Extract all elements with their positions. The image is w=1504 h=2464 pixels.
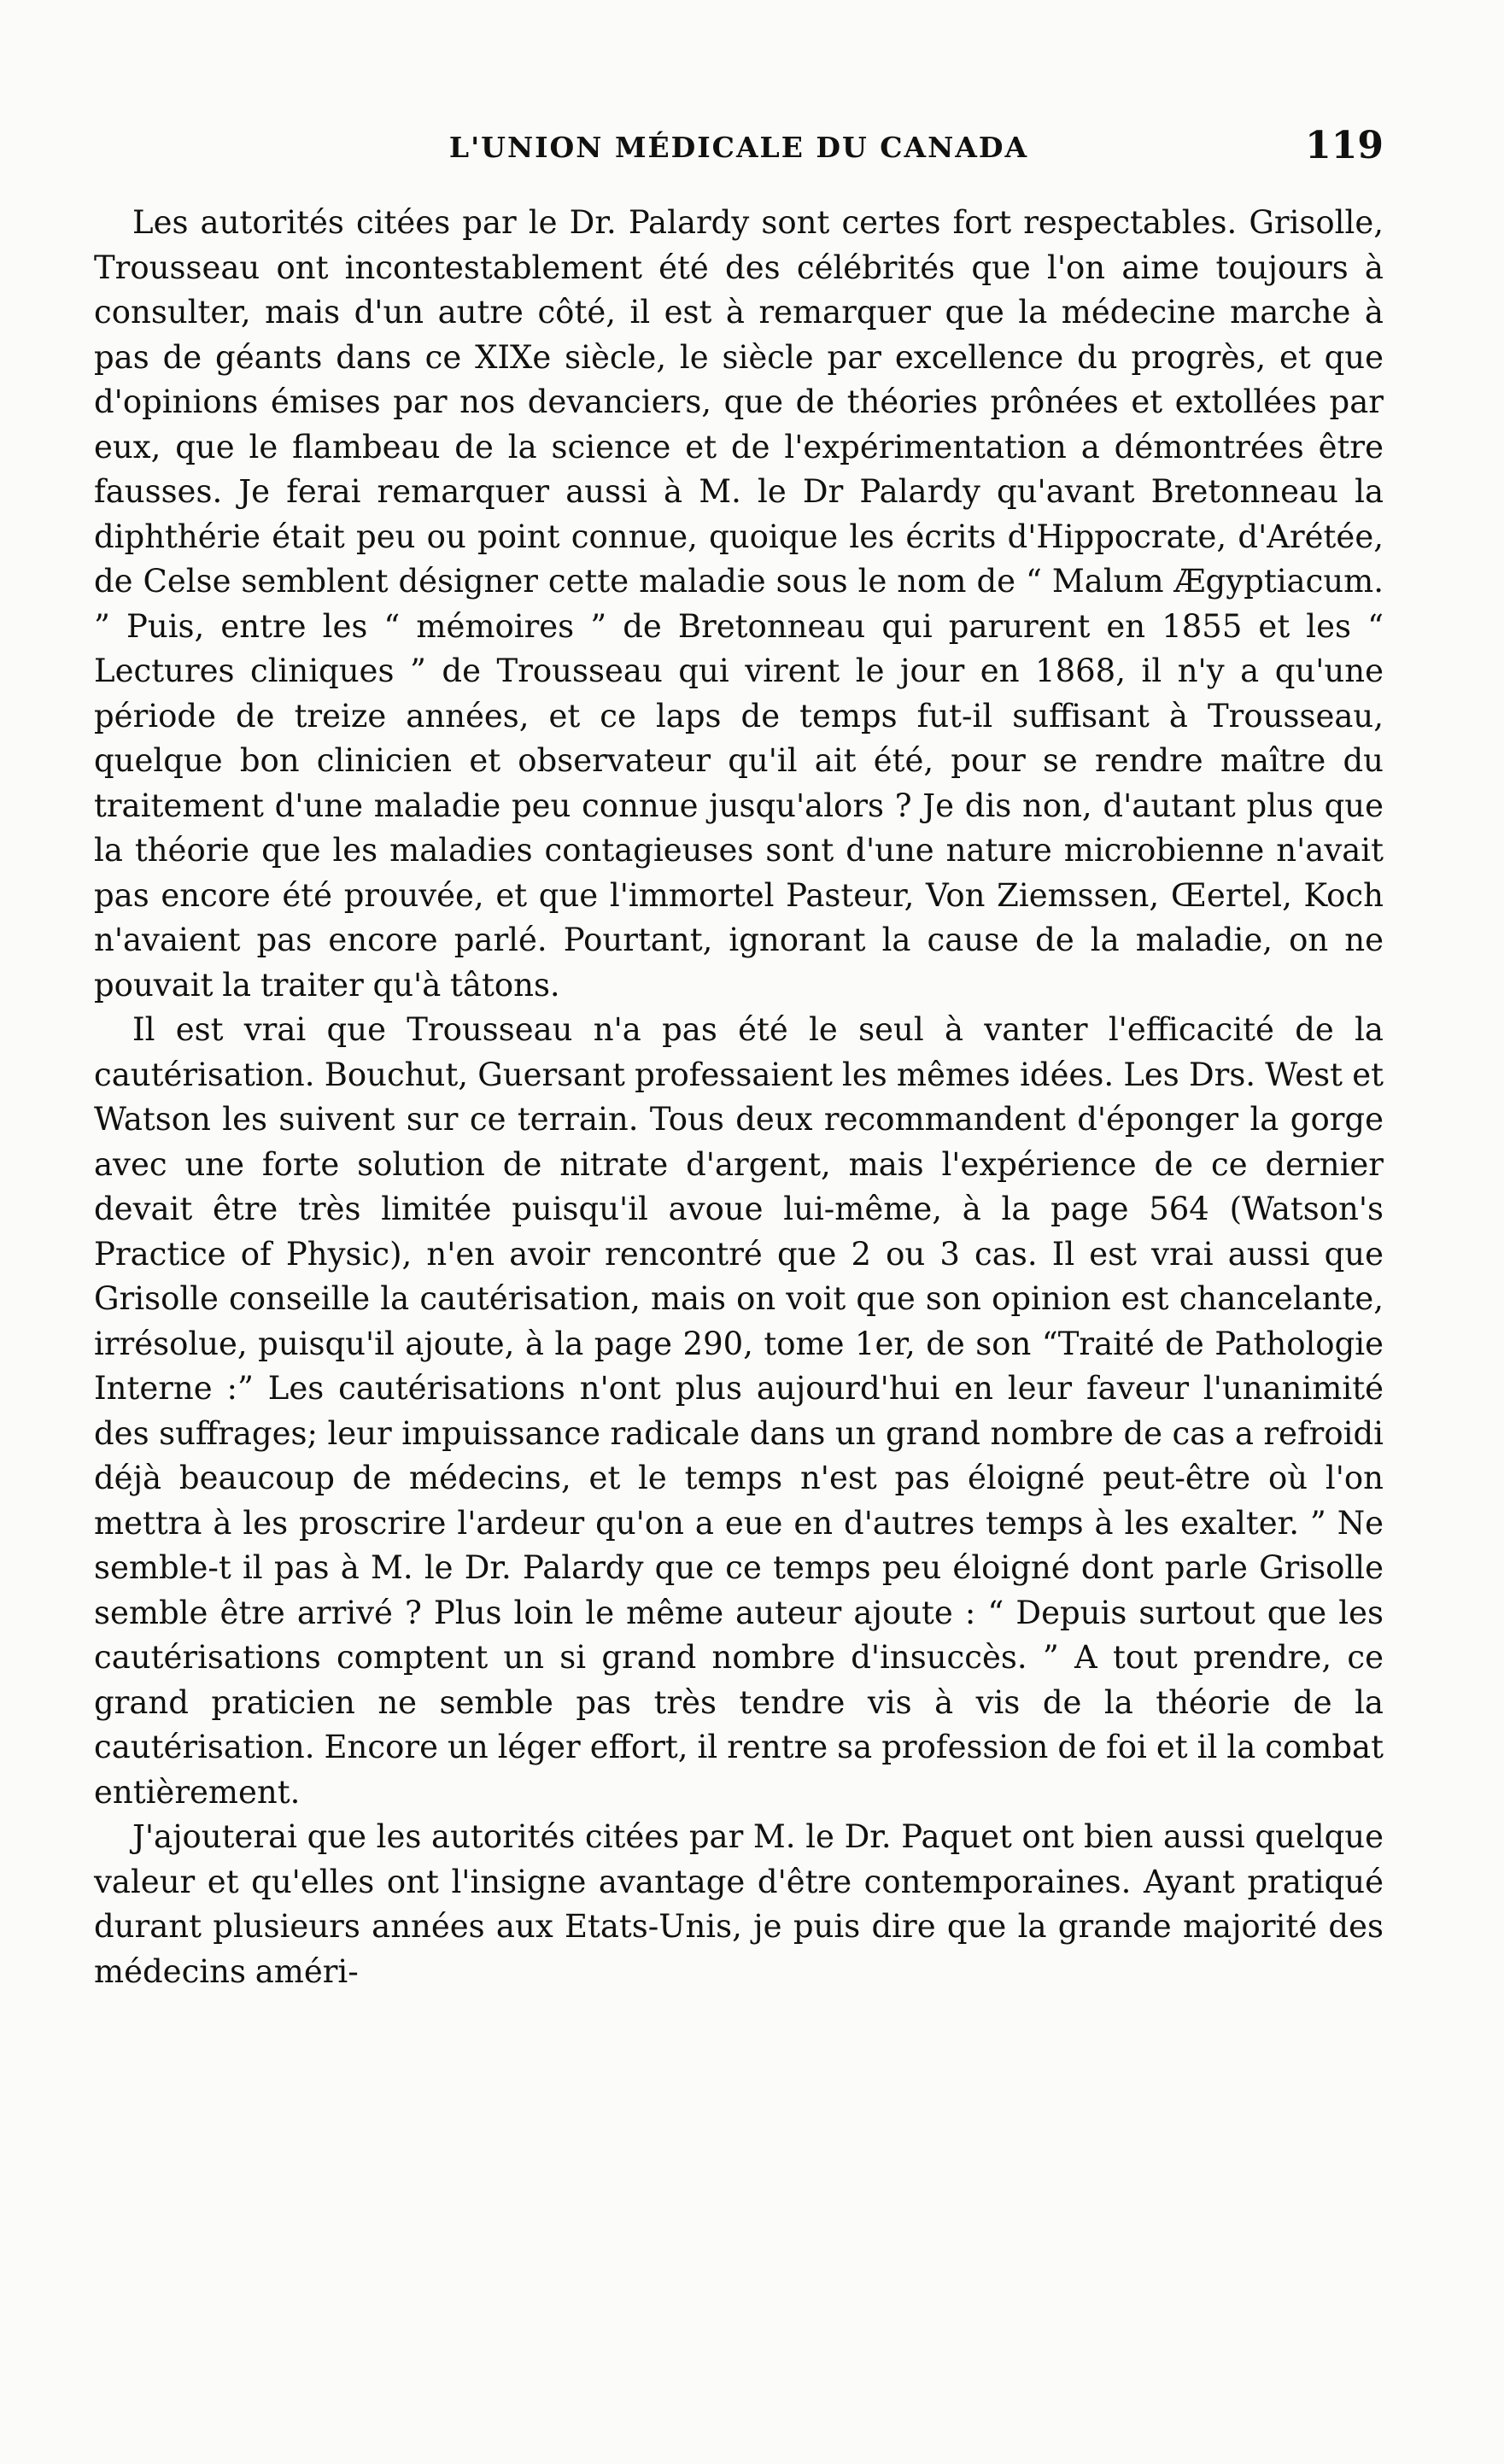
paragraph: Il est vrai que Trousseau n'a pas été le seul à vanter l'efficacité de la cautérisation. Bouchut, Guersant professaient les mêmes idées. Les Drs. West et Watson les suivent sur ce terrain. Tous deux recommandent d'éponger la gorge avec une forte solution de nitrate d'argent, mais l'expérience de ce dernier devait être très limitée puisqu'il avoue lui-même, à la page 564 (Watson's Practice of Physic), n'en avoir rencontré que 2 ou 3 cas. Il est vrai aussi que Grisolle conseille la cautérisation, mais on voit que son opinion est chancelante, irrésolue, puisqu'il ajoute, à la page 290, tome 1er, de son “Traité de Pathologie Interne :” Les cautérisations n'ont plus aujourd'hui en leur faveur l'unanimité des suffrages; leur impuissance radicale dans un grand nombre de cas a refroidi déjà beaucoup de médecins, et le temps n'est pas éloigné peut-être où l'on mettra à les proscrire l'ardeur qu'on a eue en d'autres temps à les exalter. ” Ne semble-t il pas à M. le Dr. Palardy que ce temps peu éloigné dont parle Grisolle semble être arrivé ? Plus loin le même auteur ajoute : “ Depuis surtout que les cautérisations comptent un si grand nombre d'insuccès. ” A tout prendre, ce grand praticien ne semble pas très tendre vis à vis de la théorie de la cautérisation. Encore un léger effort, il rentre sa profession de foi et il la combat entièrement. bbox=[94, 1011, 1384, 1811]
article-body bbox=[94, 201, 1384, 1994]
page-header bbox=[94, 124, 1384, 184]
paragraph: J'ajouterai que les autorités citées par M. le Dr. Paquet ont bien aussi quelque valeur et qu'elles ont l'insigne avantage d'être contemporaines. Ayant pratiqué durant plusieurs années aux Etats-Unis, je puis dire que la grande majorité des médecins améri- bbox=[94, 1818, 1384, 1990]
page-number: 119 bbox=[1305, 124, 1384, 167]
paragraph: Les autorités citées par le Dr. Palardy sont certes fort respectables. Grisolle, Trousseau ont incontestablement été des célébrités que l'on aime toujours à consulter, mais d'un autre côté, il est à remarquer que la médecine marche à pas de géants dans ce XIXe siècle, le siècle par excellence du progrès, et que d'opinions émises par nos devanciers, que de théories prônées et extollées par eux, que le flambeau de la science et de l'expérimentation a démontrées être fausses. Je ferai remarquer aussi à M. le Dr Palardy qu'avant Bretonneau la diphthérie était peu ou point connue, quoique les écrits d'Hippocrate, d'Arétée, de Celse semblent désigner cette maladie sous le nom de “ Malum Ægyptiacum. ” Puis, entre les “ mémoires ” de Bretonneau qui parurent en 1855 et les “ Lectures cliniques ” de Trousseau qui virent le jour en 1868, il n'y a qu'une période de treize années, et ce laps de temps fut-il suffisant à Trousseau, quelque bon clinicien et observateur qu'il ait été, pour se rendre maître du traitement d'une maladie peu connue jusqu'alors ? Je dis non, d'autant plus que la théorie que les maladies contagieuses sont d'une nature microbienne n'avait pas encore été prouvée, et que l'immortel Pasteur, Von Ziemssen, Œertel, Koch n'avaient pas encore parlé. Pourtant, ignorant la cause de la maladie, on ne pouvait la traiter qu'à tâtons. bbox=[94, 204, 1384, 1004]
running-title: L'UNION MÉDICALE DU CANADA bbox=[448, 131, 1029, 164]
